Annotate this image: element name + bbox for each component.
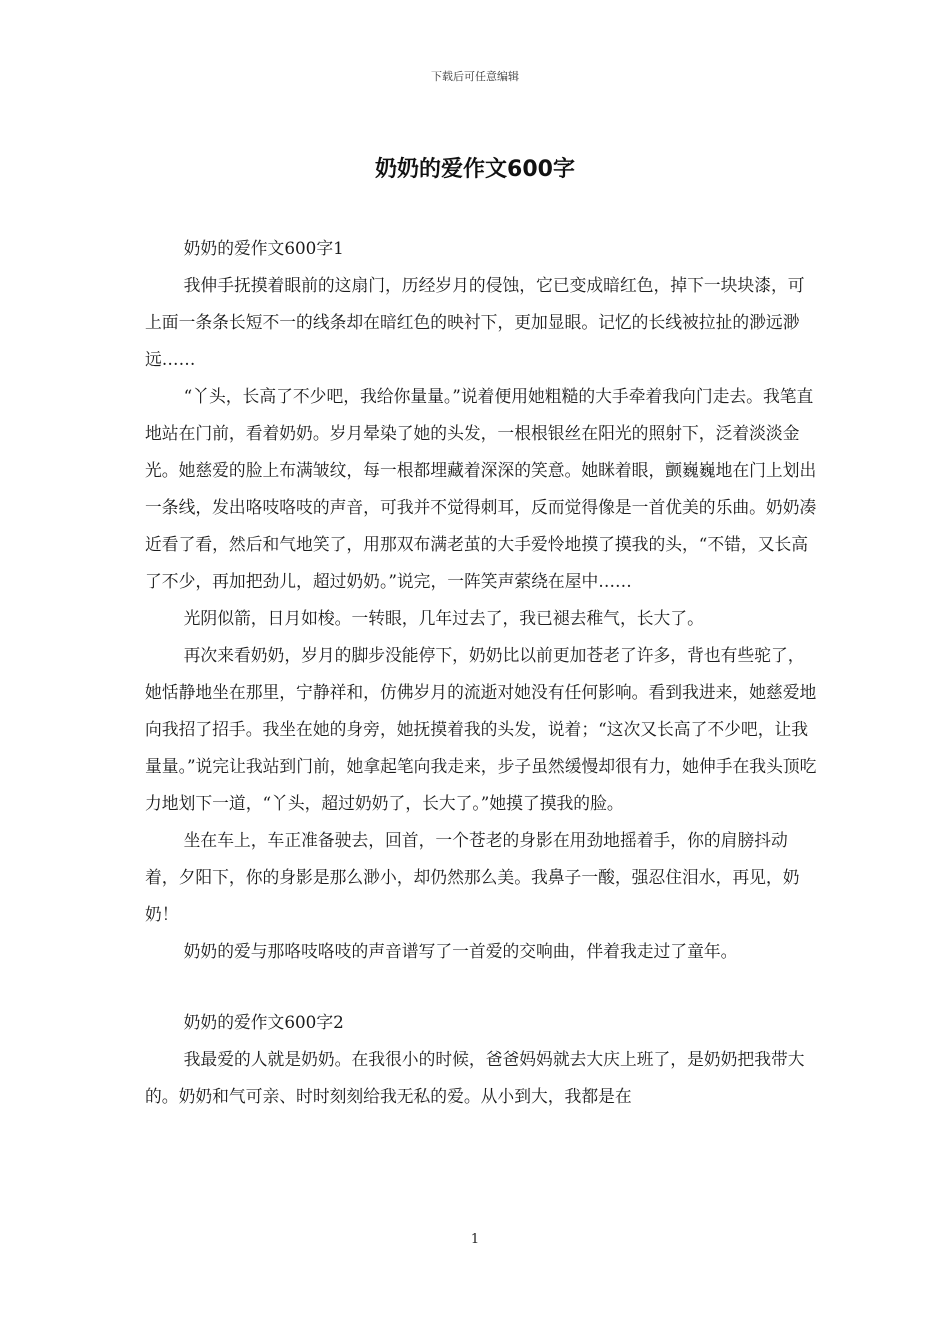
paragraph: “丫头，长高了不少吧，我给你量量。”说着便用她粗糙的大手牵着我向门走去。我笔直地站在门前，看着奶奶。岁月晕染了她的头发，一根根银丝在阳光的照射下，泛着淡淡金光。她慈爱的脸上布满皱纹，每一根都埋藏着深深的笑意。她眯着眼，颤巍巍地在门上划出一条线，发出咯吱咯吱的声音，可我并不觉得刺耳，反而觉得像是一首优美的乐曲。奶奶凑近看了看，然后和气地笑了，用那双布满老茧的大手爱怜地摸了摸我的头，“不错，又长高了不少，再加把劲儿，超过奶奶。”说完，一阵笑声萦绕在屋中…… — [145, 386, 817, 591]
paragraph: 光阴似箭，日月如梭。一转眼，几年过去了，我已褪去稚气，长大了。 — [183, 608, 704, 628]
paragraph: 我最爱的人就是奶奶。在我很小的时候，爸爸妈妈就去大庆上班了，是奶奶把我带大的。奶奶和气可亲、时时刻刻给我无私的爱。从小到大，我都是在 — [145, 1049, 805, 1106]
paragraph: 奶奶的爱与那咯吱咯吱的声音谱写了一首爱的交响曲，伴着我走过了童年。 — [183, 941, 738, 961]
document-body — [145, 230, 820, 1115]
paragraph: 我伸手抚摸着眼前的这扇门，历经岁月的侵蚀，它已变成暗红色，掉下一块块漆，可上面一条条长短不一的线条却在暗红色的映衬下，更加显眼。记忆的长线被拉扯的渺远渺远…… — [145, 275, 805, 369]
document-title: 奶奶的爱作文600字 — [375, 157, 575, 182]
section-heading: 奶奶的爱作文600字1 — [183, 238, 344, 258]
page-number: 1 — [470, 1232, 480, 1247]
section-heading: 奶奶的爱作文600字2 — [183, 1012, 344, 1032]
paragraph: 坐在车上，车正准备驶去，回首，一个苍老的身影在用劲地摇着手，你的肩膀抖动着，夕阳下，你的身影是那么渺小，却仍然那么美。我鼻子一酸，强忍住泪水，再见，奶奶！ — [145, 830, 800, 924]
paragraph: 再次来看奶奶，岁月的脚步没能停下，奶奶比以前更加苍老了许多，背也有些驼了，她恬静地坐在那里，宁静祥和，仿佛岁月的流逝对她没有任何影响。看到我进来，她慈爱地向我招了招手。我坐在她的身旁，她抚摸着我的头发，说着；“这次又长高了不少吧，让我量量。”说完让我站到门前，她拿起笔向我走来，步子虽然缓慢却很有力，她伸手在我头顶吃力地划下一道，“丫头，超过奶奶了，长大了。”她摸了摸我的脸。 — [145, 645, 817, 813]
header-note: 下载后可任意编辑 — [431, 70, 519, 83]
section-spacer — [145, 970, 820, 1004]
